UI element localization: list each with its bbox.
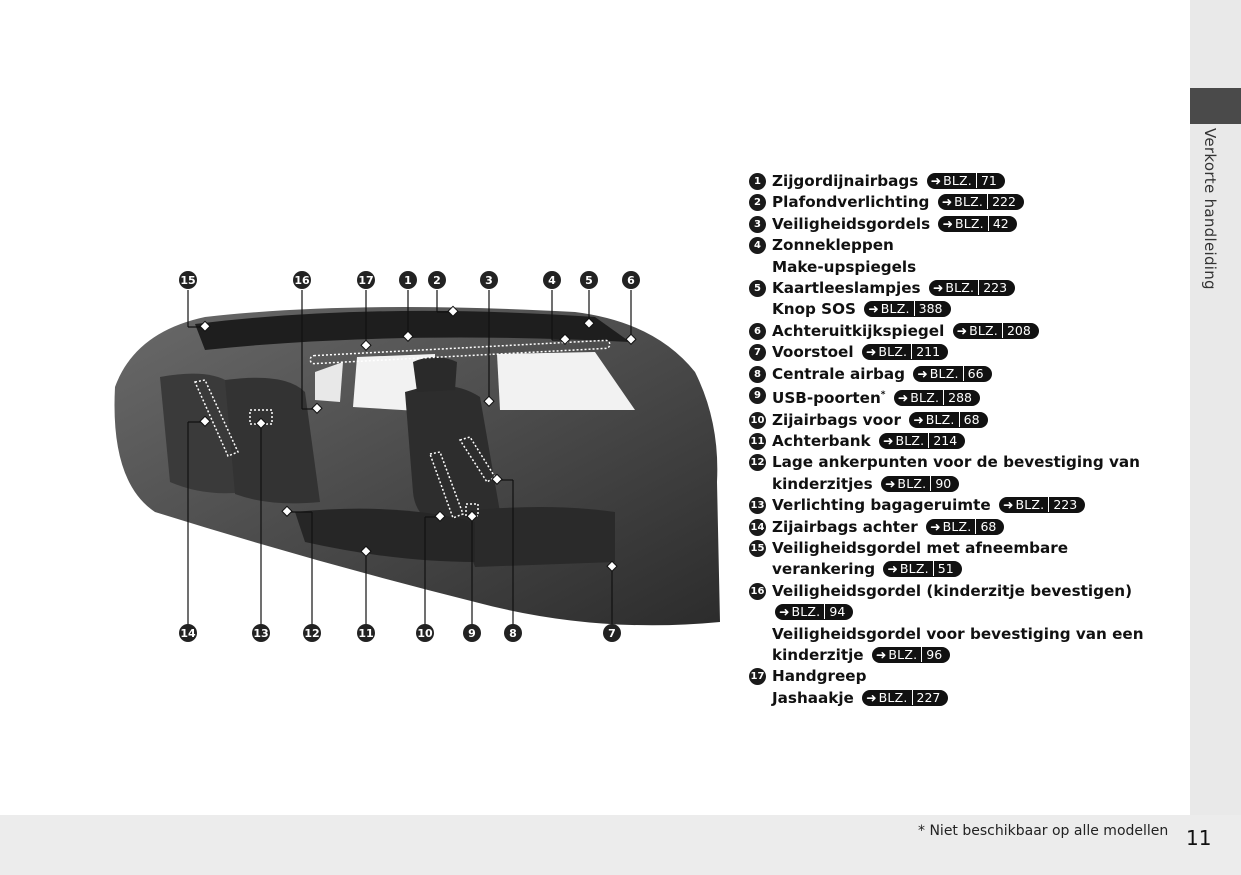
page-reference-number: 208: [1002, 323, 1031, 338]
section-tab: [1190, 88, 1241, 124]
legend-item: [749, 342, 1169, 363]
svg-text:2: 2: [433, 274, 441, 287]
arrow-right-icon: ➜: [887, 561, 898, 577]
legend-number-badge: 10: [749, 412, 766, 429]
legend-item-label: [772, 538, 1169, 581]
legend-item: [749, 214, 1169, 235]
page-reference-prefix: BLZ.: [895, 432, 925, 448]
legend-number-badge: 7: [749, 344, 766, 361]
legend-item-label: [772, 342, 1169, 363]
page-reference-prefix: BLZ.: [899, 561, 929, 577]
legend-item-text: Veiligheidsgordel (kinderzitje bevestigen): [772, 581, 1133, 600]
callout-10: [416, 624, 434, 642]
page-reference-link[interactable]: [872, 647, 950, 663]
svg-text:3: 3: [485, 274, 493, 287]
arrow-right-icon: ➜: [897, 390, 909, 406]
arrow-right-icon: ➜: [779, 604, 790, 620]
callout-7: [603, 624, 621, 642]
legend-item-text: Achterbank: [772, 431, 871, 450]
arrow-right-icon: ➜: [930, 173, 942, 188]
page-reference-link[interactable]: [929, 280, 1015, 296]
page-reference-number: 94: [824, 604, 845, 619]
page-reference-prefix: BLZ.: [925, 411, 955, 427]
page-reference-number: 227: [912, 690, 941, 705]
arrow-right-icon: ➜: [868, 301, 879, 317]
legend-number-badge: 4: [749, 237, 766, 254]
legend-number-badge: 5: [749, 280, 766, 297]
page-reference-number: 214: [928, 433, 957, 448]
page-reference-link[interactable]: [938, 216, 1016, 232]
svg-text:14: 14: [180, 627, 196, 640]
page-reference-link[interactable]: [909, 412, 987, 428]
page-reference-number: 211: [911, 344, 940, 359]
callout-8: [504, 624, 522, 642]
svg-text:4: 4: [548, 274, 556, 287]
legend-item: [749, 452, 1169, 495]
legend-item: [749, 278, 1169, 321]
legend-number-badge: 15: [749, 540, 766, 557]
legend-item-label: [772, 581, 1169, 624]
arrow-right-icon: ➜: [882, 432, 894, 448]
page-number: 11: [1186, 826, 1212, 850]
legend-item-text: Knop SOS: [772, 300, 856, 319]
legend-item: [749, 364, 1169, 385]
legend-item-label: [772, 385, 1169, 409]
legend-number-badge: 2: [749, 194, 766, 211]
interior-illustration: [95, 262, 735, 652]
svg-text:12: 12: [304, 627, 320, 640]
legend-item-text: Kaartleeslampjes: [772, 279, 921, 298]
legend-item-text: Handgreep: [772, 667, 867, 686]
page-reference-prefix: BLZ.: [888, 647, 918, 662]
legend-item: [749, 666, 1169, 709]
legend-item: [749, 192, 1169, 213]
legend-item-text: Zijairbags achter: [772, 517, 918, 536]
page-reference-number: 222: [987, 194, 1016, 209]
legend-item: [749, 410, 1169, 431]
page-reference-number: 388: [914, 301, 943, 316]
legend-item-text: Jashaakje: [772, 688, 854, 707]
page-reference-number: 51: [933, 561, 954, 576]
page-reference-number: 71: [976, 173, 997, 188]
legend-item-label: [772, 299, 1169, 320]
arrow-right-icon: ➜: [884, 475, 896, 491]
callout-9: [463, 624, 481, 642]
arrow-right-icon: ➜: [875, 647, 887, 662]
svg-text:15: 15: [180, 274, 196, 287]
legend-number-badge: 14: [749, 519, 766, 536]
page-reference-link[interactable]: [913, 366, 991, 382]
legend-item: [749, 495, 1169, 516]
legend-number-badge: 12: [749, 454, 766, 471]
component-legend: [749, 171, 1169, 709]
legend-item-label: [772, 364, 1169, 385]
footnote-marker: *: [880, 390, 886, 401]
legend-item: [749, 517, 1169, 538]
page-reference-link[interactable]: [881, 476, 959, 492]
page-reference-number: 42: [988, 216, 1009, 231]
callout-4: [543, 271, 561, 289]
footnote: * Niet beschikbaar op alle modellen: [918, 823, 1169, 839]
legend-item-label: [772, 517, 1169, 538]
svg-text:17: 17: [358, 274, 374, 287]
page-reference-prefix: BLZ.: [943, 173, 972, 188]
page-reference-link[interactable]: [864, 301, 950, 317]
legend-item-text: Plafondverlichting: [772, 193, 930, 212]
svg-text:6: 6: [627, 274, 635, 287]
page-reference-number: 90: [930, 476, 951, 491]
legend-item-label: [772, 666, 1169, 687]
legend-item: [749, 235, 1169, 278]
page-reference-prefix: BLZ.: [945, 280, 975, 296]
legend-item-label: [772, 214, 1169, 235]
callout-15: [179, 271, 197, 289]
arrow-right-icon: ➜: [913, 411, 924, 427]
page-reference-link[interactable]: [894, 390, 980, 406]
page-reference-prefix: BLZ.: [880, 301, 910, 317]
svg-text:8: 8: [509, 627, 517, 640]
legend-item-text: Lage ankerpunten voor de bevestiging van kinderzitjes: [772, 453, 1140, 493]
callout-12: [303, 624, 321, 642]
legend-item-label: [772, 495, 1169, 516]
legend-item-text: Zonnekleppen: [772, 236, 894, 255]
arrow-right-icon: ➜: [932, 280, 944, 296]
callout-6: [622, 271, 640, 289]
svg-text:5: 5: [585, 274, 593, 287]
legend-number-badge: 16: [749, 583, 766, 600]
legend-item-label: [772, 171, 1169, 192]
page-reference-prefix: BLZ.: [1015, 497, 1045, 513]
page-reference-prefix: BLZ.: [910, 390, 940, 406]
legend-item-label: [772, 235, 1169, 256]
arrow-right-icon: ➜: [865, 344, 877, 360]
legend-number-badge: 3: [749, 216, 766, 233]
page-reference-link[interactable]: [926, 519, 1004, 535]
page-reference-number: 223: [978, 280, 1007, 295]
legend-item-text: Voorstoel: [772, 343, 854, 362]
legend-item-text: Veiligheidsgordel met afneembare verankering: [772, 538, 1069, 579]
arrow-right-icon: ➜: [866, 689, 877, 705]
page-reference-number: 68: [959, 412, 980, 427]
legend-number-badge: 17: [749, 668, 766, 685]
arrow-right-icon: ➜: [930, 518, 941, 534]
page-reference-number: 223: [1048, 497, 1077, 512]
legend-number-badge: 6: [749, 323, 766, 340]
section-tab-label: Verkorte handleiding: [1201, 128, 1219, 290]
page-reference-link[interactable]: [862, 690, 948, 706]
arrow-right-icon: ➜: [1002, 497, 1014, 513]
svg-text:1: 1: [404, 274, 412, 287]
legend-item-label: [772, 688, 1169, 709]
svg-text:10: 10: [417, 627, 433, 640]
svg-text:9: 9: [468, 627, 476, 640]
callout-14: [179, 624, 197, 642]
page-reference-link[interactable]: [953, 323, 1039, 339]
legend-item-label: [772, 321, 1169, 342]
legend-item: [749, 431, 1169, 452]
arrow-right-icon: ➜: [942, 215, 953, 231]
page-reference-link[interactable]: [999, 497, 1085, 513]
page-reference-link[interactable]: [862, 344, 948, 360]
legend-item-text: Zijgordijnairbags: [772, 172, 919, 190]
svg-text:11: 11: [358, 627, 374, 640]
callout-17: [357, 271, 375, 289]
legend-number-badge: 11: [749, 433, 766, 450]
page-reference-link[interactable]: [883, 561, 961, 577]
page-reference-prefix: BLZ.: [878, 344, 908, 360]
legend-number-badge: 13: [749, 497, 766, 514]
legend-item-label: [772, 257, 1169, 278]
page-reference-prefix: BLZ.: [929, 365, 959, 381]
legend-item: [749, 581, 1169, 667]
page-reference-prefix: BLZ.: [791, 604, 821, 620]
legend-item: [749, 321, 1169, 342]
legend-item-text: Zijairbags voor: [772, 410, 901, 429]
svg-text:7: 7: [608, 627, 616, 640]
arrow-right-icon: ➜: [956, 322, 968, 338]
page-reference-prefix: BLZ.: [897, 475, 927, 491]
legend-item: [749, 171, 1169, 192]
legend-number-badge: 8: [749, 366, 766, 383]
page-reference-link[interactable]: [775, 604, 853, 620]
callout-3: [480, 271, 498, 289]
legend-item-text: Verlichting bagageruimte: [772, 496, 991, 515]
page-reference-number: 96: [921, 647, 942, 662]
svg-text:16: 16: [294, 274, 310, 287]
legend-item-text: Make-upspiegels: [772, 257, 917, 276]
callout-16: [293, 271, 311, 289]
page-reference-link[interactable]: [927, 173, 1005, 189]
callout-5: [580, 271, 598, 289]
page-reference-link[interactable]: [879, 433, 965, 449]
page-reference-prefix: BLZ.: [942, 518, 972, 534]
page-reference-number: 66: [963, 366, 984, 381]
page-reference-prefix: BLZ.: [954, 194, 984, 210]
legend-item-label: [772, 192, 1169, 213]
legend-item-label: [772, 278, 1169, 299]
arrow-right-icon: ➜: [917, 365, 928, 381]
callout-2: [428, 271, 446, 289]
page-reference-link[interactable]: [938, 194, 1024, 210]
page-reference-prefix: BLZ.: [969, 322, 998, 338]
callout-1: [399, 271, 417, 289]
legend-item-label: [772, 624, 1169, 667]
legend-item-text: Centrale airbag: [772, 364, 905, 383]
legend-number-badge: 1: [749, 173, 766, 190]
callout-13: [252, 624, 270, 642]
svg-text:13: 13: [253, 627, 269, 640]
legend-item-text: USB-poorten: [772, 389, 881, 408]
legend-item-text: Achteruitkijkspiegel: [772, 321, 945, 340]
legend-number-badge: 9: [749, 387, 766, 404]
legend-item-label: [772, 452, 1169, 495]
page-reference-prefix: BLZ.: [878, 689, 908, 705]
page-reference-number: 68: [975, 519, 996, 534]
page-reference-prefix: BLZ.: [954, 215, 984, 231]
page-reference-number: 288: [943, 390, 972, 405]
legend-item-label: [772, 410, 1169, 431]
legend-item-text: Veiligheidsgordels: [772, 214, 931, 233]
callout-11: [357, 624, 375, 642]
arrow-right-icon: ➜: [941, 194, 953, 210]
legend-item-label: [772, 431, 1169, 452]
legend-item-text: Veiligheidsgordel voor bevestiging van een kinderzitje: [772, 624, 1144, 664]
legend-item: [749, 385, 1169, 409]
legend-item: [749, 538, 1169, 581]
